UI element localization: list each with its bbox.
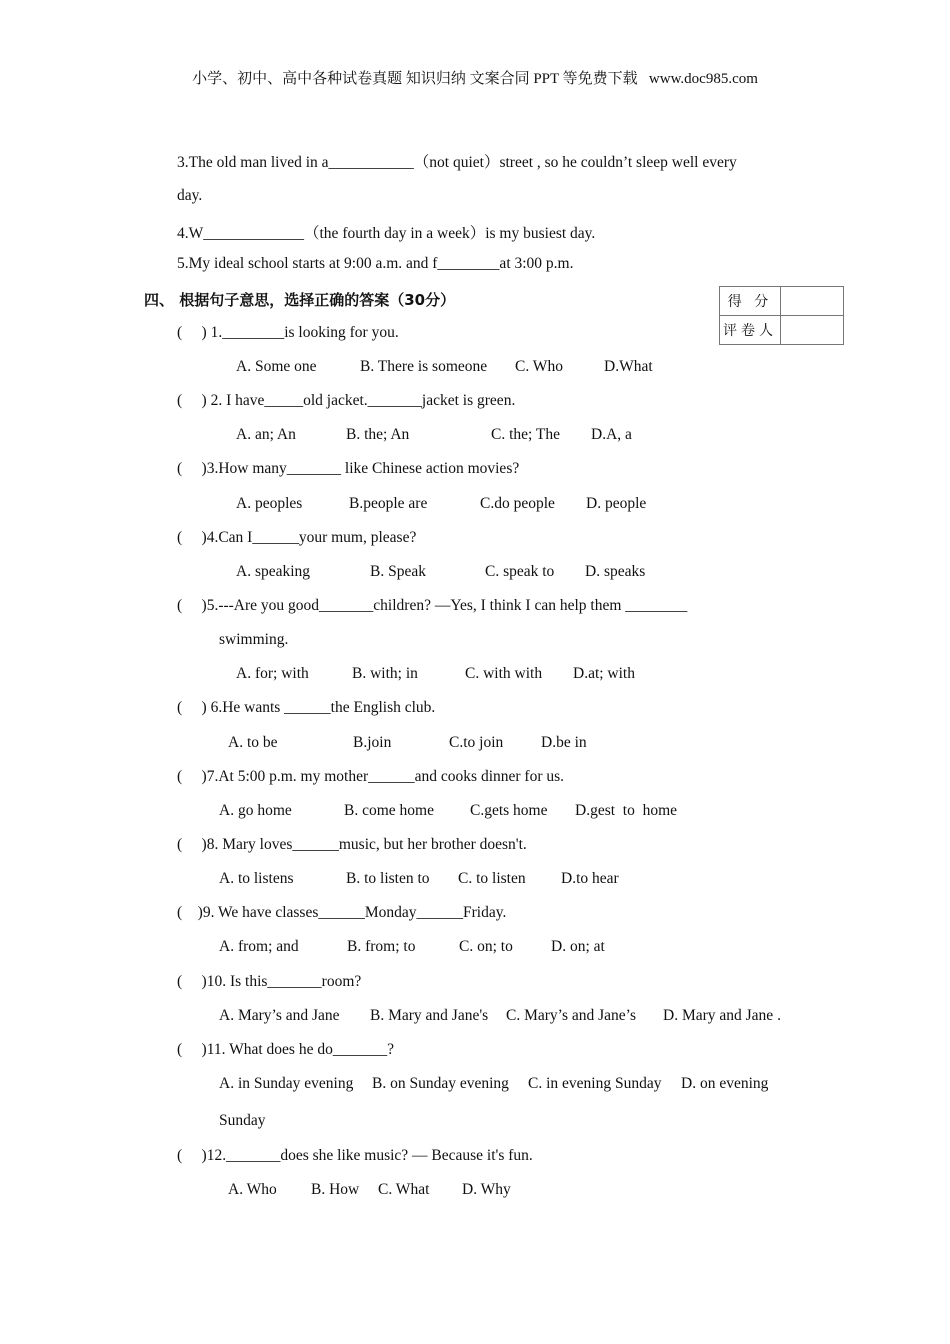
q1-option-c: C. Who bbox=[515, 358, 563, 375]
q8-option-c: C. to listen bbox=[458, 870, 526, 887]
score-label: 得 分 bbox=[720, 287, 781, 316]
q12-option-a: A. Who bbox=[228, 1181, 277, 1198]
question-10: ( )10. Is this_______room? bbox=[177, 973, 362, 990]
q4-option-d: D. speaks bbox=[585, 563, 646, 580]
q6-option-c: C.to join bbox=[449, 734, 504, 751]
q11-option-d-cont: Sunday bbox=[219, 1112, 266, 1129]
q3-option-b: B.people are bbox=[349, 495, 428, 512]
question-6: ( ) 6.He wants ______the English club. bbox=[177, 699, 436, 716]
q2-option-c: C. the; The bbox=[491, 426, 561, 443]
question-11: ( )11. What does he do_______? bbox=[177, 1041, 394, 1058]
fill-item-5: 5.My ideal school starts at 9:00 a.m. and f________at 3:00 p.m. bbox=[177, 255, 574, 272]
question-1: ( ) 1.________is looking for you. bbox=[177, 324, 399, 341]
question-5: ( )5.---Are you good_______children? —Yes, I think I can help them ________ bbox=[177, 597, 688, 614]
q3-option-c: C.do people bbox=[480, 495, 555, 512]
q7-option-c: C.gets home bbox=[470, 802, 548, 819]
q10-option-c: C. Mary’s and Jane’s bbox=[506, 1007, 637, 1024]
q9-option-d: D. on; at bbox=[551, 938, 605, 955]
grader-value-cell[interactable] bbox=[781, 316, 844, 345]
q5-option-d: D.at; with bbox=[573, 665, 635, 682]
q12-option-d: D. Why bbox=[462, 1181, 511, 1198]
question-5-cont: swimming. bbox=[219, 631, 289, 648]
q11-option-c: C. in evening Sunday bbox=[528, 1075, 662, 1092]
q2-option-b: B. the; An bbox=[346, 426, 410, 443]
question-12: ( )12._______does she like music? — Because it's fun. bbox=[177, 1147, 533, 1164]
q5-option-c: C. with with bbox=[465, 665, 543, 682]
q11-option-b: B. on Sunday evening bbox=[372, 1075, 509, 1092]
q11-option-a: A. in Sunday evening bbox=[219, 1075, 354, 1092]
q10-option-a: A. Mary’s and Jane bbox=[219, 1007, 340, 1024]
q4-option-c: C. speak to bbox=[485, 563, 555, 580]
q7-option-b: B. come home bbox=[344, 802, 434, 819]
q12-option-b: B. How bbox=[311, 1181, 360, 1198]
q9-option-a: A. from; and bbox=[219, 938, 299, 955]
q7-option-d: D.gest to home bbox=[575, 802, 678, 819]
q12-option-c: C. What bbox=[378, 1181, 430, 1198]
q9-option-c: C. on; to bbox=[459, 938, 513, 955]
fill-item-4: 4.W_____________（the fourth day in a week）is my busiest day. bbox=[177, 225, 596, 242]
score-box bbox=[719, 286, 844, 345]
score-value-cell[interactable] bbox=[781, 287, 844, 316]
fill-item-3-cont: day. bbox=[177, 187, 203, 204]
q9-option-b: B. from; to bbox=[347, 938, 416, 955]
q8-option-a: A. to listens bbox=[219, 870, 294, 887]
section-4-title: 四、 根据句子意思，选择正确的答案（30分） bbox=[144, 291, 456, 309]
q10-option-d: D. Mary and Jane . bbox=[663, 1007, 781, 1024]
page-header: 小学、初中、高中各种试卷真题 知识归纳 文案合同 PPT 等免费下载 www.doc985.com bbox=[192, 71, 758, 87]
q8-option-d: D.to hear bbox=[561, 870, 619, 887]
question-7: ( )7.At 5:00 p.m. my mother______and cooks dinner for us. bbox=[177, 768, 565, 785]
q7-option-a: A. go home bbox=[219, 802, 292, 819]
q11-option-d: D. on evening bbox=[681, 1075, 769, 1092]
q6-option-a: A. to be bbox=[228, 734, 278, 751]
q1-option-a: A. Some one bbox=[236, 358, 317, 375]
q1-option-d: D.What bbox=[604, 358, 653, 375]
grader-label: 评卷人 bbox=[720, 316, 781, 345]
q6-option-d: D.be in bbox=[541, 734, 587, 751]
q2-option-a: A. an; An bbox=[236, 426, 296, 443]
q1-option-b: B. There is someone bbox=[360, 358, 488, 375]
q6-option-b: B.join bbox=[353, 734, 392, 751]
question-3: ( )3.How many_______ like Chinese action movies? bbox=[177, 460, 520, 477]
question-2: ( ) 2. I have_____old jacket._______jacket is green. bbox=[177, 392, 516, 409]
q8-option-b: B. to listen to bbox=[346, 870, 430, 887]
fill-item-3: 3.The old man lived in a___________（not quiet）street , so he couldn’t sleep well every bbox=[177, 154, 737, 171]
q3-option-d: D. people bbox=[586, 495, 647, 512]
q3-option-a: A. peoples bbox=[236, 495, 303, 512]
question-9: ( )9. We have classes______Monday______Friday. bbox=[177, 904, 507, 921]
q2-option-d: D.A, a bbox=[591, 426, 632, 443]
question-8: ( )8. Mary loves______music, but her brother doesn't. bbox=[177, 836, 527, 853]
q5-option-a: A. for; with bbox=[236, 665, 309, 682]
question-4: ( )4.Can I______your mum, please? bbox=[177, 529, 417, 546]
q10-option-b: B. Mary and Jane's bbox=[370, 1007, 489, 1024]
q5-option-b: B. with; in bbox=[352, 665, 418, 682]
q4-option-b: B. Speak bbox=[370, 563, 426, 580]
q4-option-a: A. speaking bbox=[236, 563, 311, 580]
